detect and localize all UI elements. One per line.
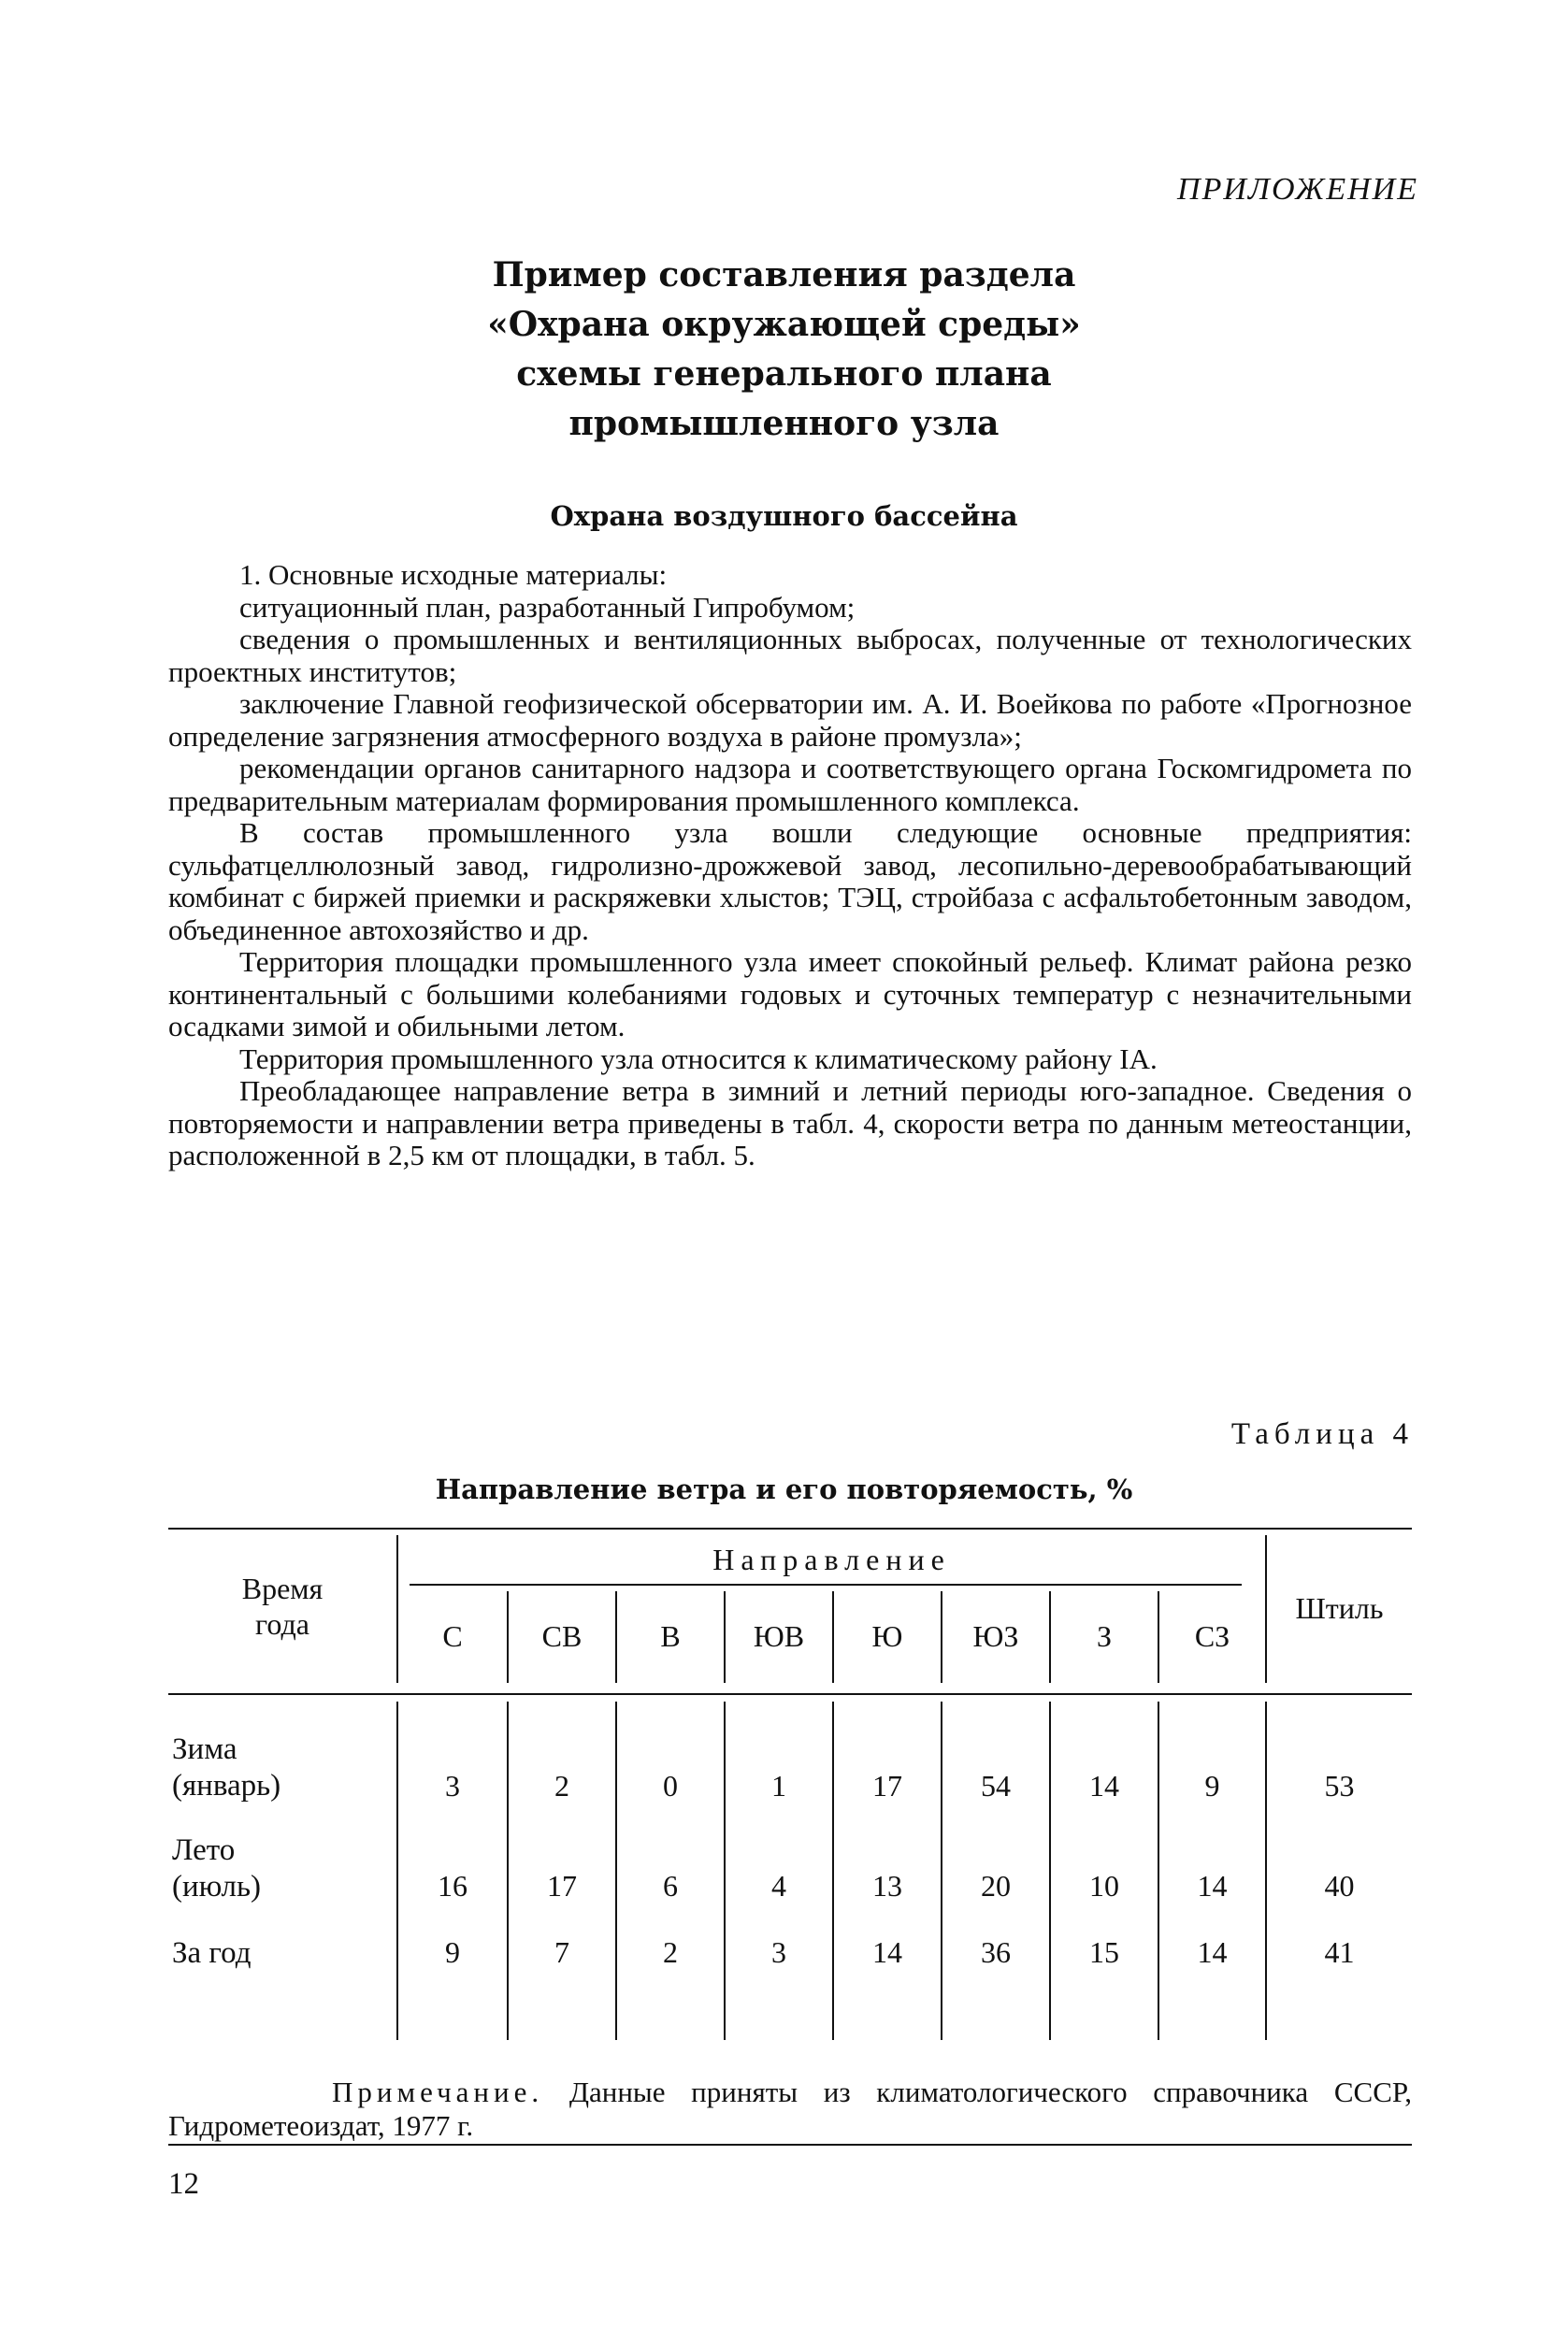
appendix-label: ПРИЛОЖЕНИЕ [1177,172,1418,207]
table-cell: 16 [438,1869,468,1903]
table-cell: 14 [872,1935,902,1969]
table-cell: 2 [663,1935,678,1969]
table-cell: 2 [554,1769,569,1803]
row-label-line: За год [172,1936,252,1970]
direction-w: З [1096,1619,1113,1653]
table-cell: 9 [445,1935,460,1969]
table-cell: 17 [872,1769,902,1803]
note-paragraph [168,2076,1412,2143]
table-cell: 14 [1197,1935,1228,1969]
table-cell: 7 [554,1935,569,1969]
direction-ne: СВ [541,1619,583,1653]
document-title [0,251,1568,449]
table-cell: 3 [771,1935,786,1969]
section-title: Охрана воздушного бассейна [550,500,1018,532]
direction-n: С [442,1619,463,1653]
direction-e: В [660,1619,681,1653]
body-text [168,559,1412,1172]
row-label-line: (январь) [172,1769,281,1803]
paragraph: В состав промышленного узла вошли следующие основные предприятия: сульфатцеллюлозный завод, гидролизно-дрожжевой завод, лесопильно-деревообрабатывающий комбинат с биржей приемки и раскряжевки хлыстов; ТЭЦ, стройбаза с асфальтобетонным заводом, объединенное автохозяйство и др. [168,816,1412,946]
table-top-rule [168,1528,1412,1530]
table-cell: 9 [1204,1769,1220,1803]
paragraph: 1. Основные исходные материалы: [239,558,668,591]
row-label-line: (июль) [172,1870,261,1904]
row-label-line: Лето [172,1833,236,1867]
table-cell: 54 [981,1769,1011,1803]
season-header-line: года [255,1607,309,1641]
paragraph: Преобладающее направление ветра в зимний и летний периоды юго-западное. Сведения о повторяемости и направлении ветра приведены в табл. 4, скорости ветра по данным метеостанции, расположенной в 2,5 км от площадки, в табл. 5. [168,1074,1412,1171]
direction-s: Ю [871,1619,903,1653]
table-cell: 20 [981,1869,1011,1903]
paragraph: рекомендации органов санитарного надзора и соответствующего органа Госкомгидромета по предварительным материалам формирования промышленного комплекса. [168,752,1412,817]
table-cell-calm: 41 [1324,1935,1355,1969]
direction-nw: СЗ [1194,1619,1230,1653]
table-cell-calm: 40 [1324,1869,1355,1903]
table-caption: Таблица 4 [1230,1417,1414,1451]
row-label-winter [172,1731,281,1804]
table-cell: 6 [663,1869,678,1903]
table-cell: 0 [663,1769,678,1803]
table-cell: 36 [981,1935,1011,1969]
table-title: Направление ветра и его повторяемость, % [435,1473,1133,1505]
note-label: Примечание. [332,2076,544,2108]
direction-header-rule [410,1584,1242,1586]
table-cell: 15 [1089,1935,1119,1969]
title-line: «Охрана окружающей среды» [487,305,1081,344]
table-cell: 10 [1089,1869,1119,1903]
table-cell: 1 [771,1769,786,1803]
table-cell: 4 [771,1869,786,1903]
title-line: схемы генерального плана [516,354,1052,394]
row-label-summer [172,1832,261,1905]
title-line: Пример составления раздела [492,255,1076,295]
paragraph: заключение Главной геофизической обсерватории им. А. И. Воейкова по работе «Прогнозное определение загрязнения атмосферного воздуха в районе промузла»; [168,687,1412,753]
season-header-line: Время [241,1572,324,1605]
row-label-year [172,1935,251,1972]
table-cell: 17 [547,1869,577,1903]
paragraph: сведения о промышленных и вентиляционных выбросах, полученные от технологических проектных институтов; [168,623,1412,688]
title-line: промышленного узла [568,404,1000,443]
paragraph: Территория промышленного узла относится к климатическому району IА. [239,1042,1158,1075]
direction-header: Направление [712,1543,951,1576]
calm-header: Штиль [1295,1591,1384,1625]
page-number: 12 [168,2167,199,2201]
table-cell: 14 [1089,1769,1119,1803]
direction-sw: ЮЗ [972,1619,1019,1653]
table-header-rule [168,1693,1412,1695]
table-cell: 3 [445,1769,460,1803]
paragraph: Территория площадки промышленного узла имеет спокойный рельеф. Климат района резко континентальный с большими колебаниями годовых и суточных температур с незначительными осадками зимой и обильными летом. [168,945,1412,1042]
table-cell: 13 [872,1869,902,1903]
note-text: Данные приняты из климатологического справочника СССР, Гидрометеоиздат, 1977 г. [168,2076,1412,2142]
table-cell-calm: 53 [1324,1769,1355,1803]
row-label-line: Зима [172,1732,237,1766]
table-cell: 14 [1197,1869,1228,1903]
footer-divider [168,2144,1412,2146]
table-note [168,2076,1412,2143]
direction-se: ЮВ [753,1619,805,1653]
season-header [168,1571,396,1642]
paragraph: ситуационный план, разработанный Гипробумом; [239,590,856,624]
